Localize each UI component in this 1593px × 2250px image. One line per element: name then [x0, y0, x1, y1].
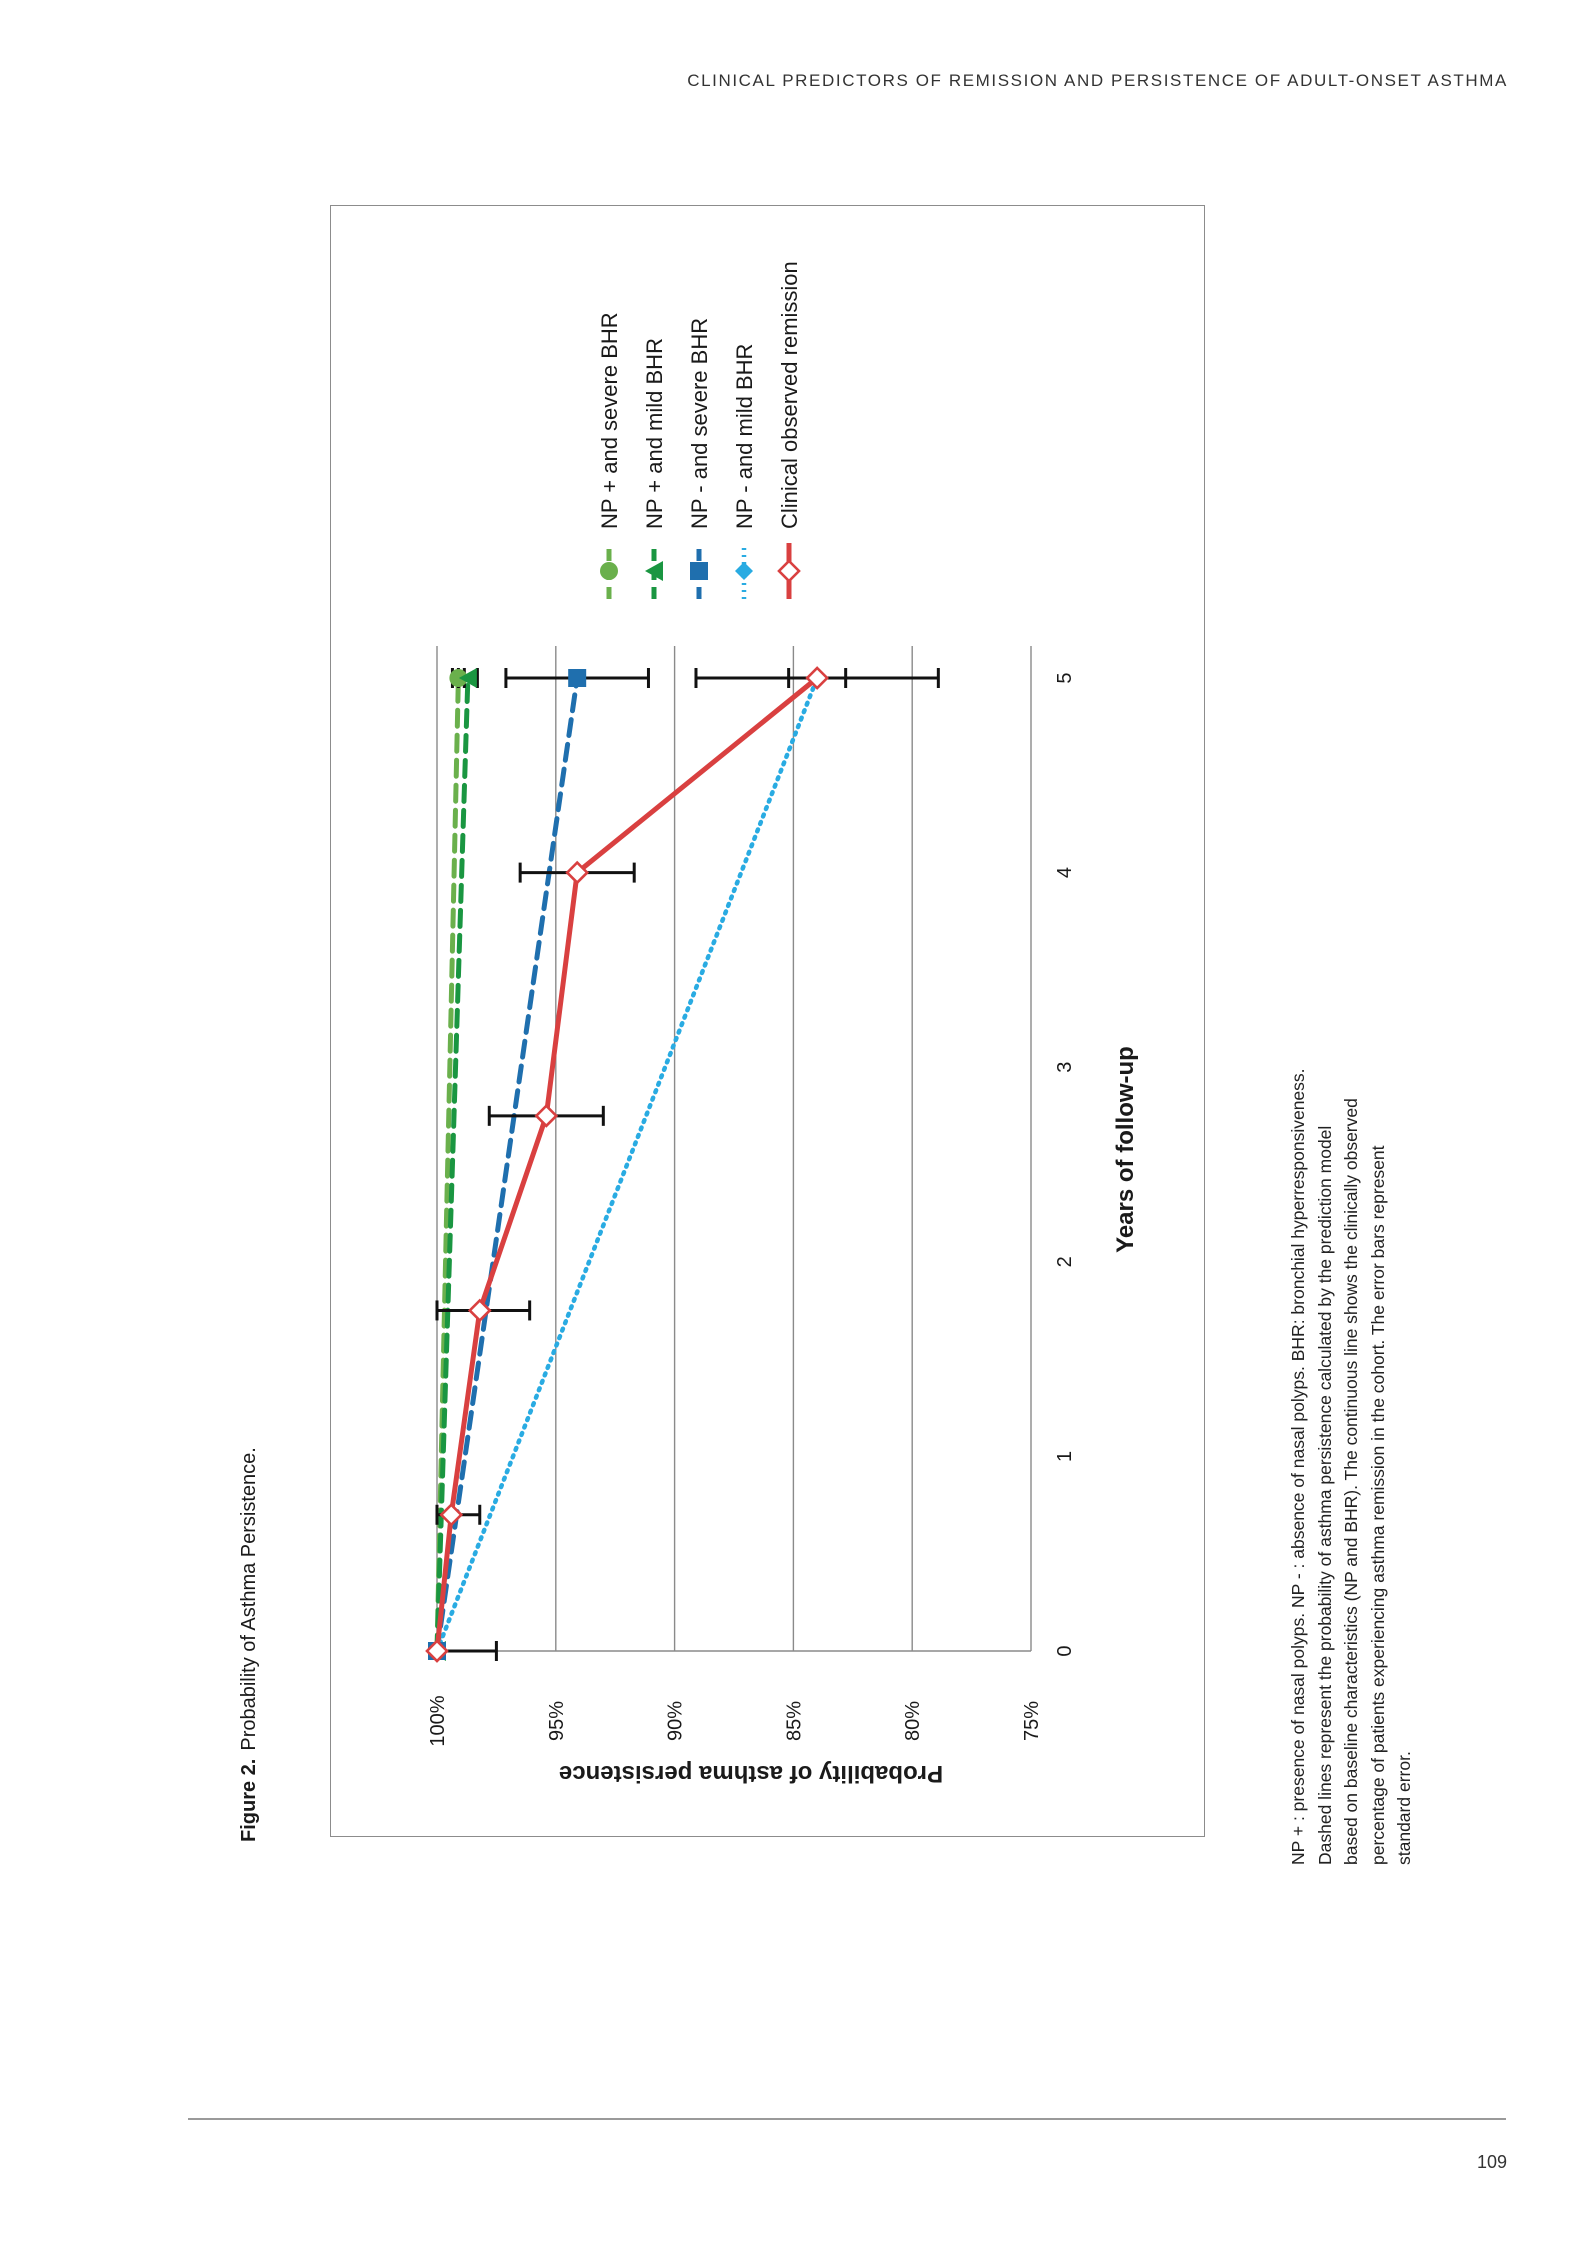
- footnote-line: NP + : presence of nasal polyps. NP - : absence of nasal polyps. BHR: bronchial hyperresponsiveness.: [1288, 1068, 1308, 1865]
- legend: [597, 261, 802, 599]
- y-tick-label: 90%: [664, 1700, 687, 1742]
- legend-marker: [690, 562, 708, 580]
- footnote-line: based on baseline characteristics (NP and BHR). The continuous line shows the clinically observed: [1341, 1098, 1361, 1865]
- series-line: [437, 678, 458, 1651]
- running-header: CLINICAL PREDICTORS OF REMISSION AND PERSISTENCE OF ADULT-ONSET ASTHMA: [687, 71, 1508, 90]
- footnote-line: Dashed lines represent the probability of asthma persistence calculated by the prediction model: [1314, 1125, 1335, 1865]
- legend-label: NP + and severe BHR: [597, 312, 622, 529]
- error-bars: [437, 668, 938, 1661]
- y-tick-label: 75%: [1021, 1700, 1043, 1742]
- page-number: 109: [1476, 2152, 1507, 2172]
- series-line: [437, 678, 817, 1651]
- legend-marker: [779, 561, 799, 581]
- x-tick-label: 5: [1054, 672, 1076, 684]
- x-tick-label: 4: [1054, 867, 1076, 879]
- axis-labels: [427, 672, 1139, 1787]
- footnote-line: percentage of patients experiencing asthma remission in the cohort. The error bars represent: [1367, 1145, 1388, 1865]
- legend-marker: [735, 562, 753, 580]
- x-tick-label: 2: [1054, 1256, 1076, 1268]
- legend-label: NP - and mild BHR: [732, 343, 757, 529]
- x-axis-title: Years of follow-up: [1112, 1046, 1139, 1253]
- legend-label: NP - and severe BHR: [687, 317, 712, 529]
- y-tick-label: 95%: [545, 1700, 568, 1742]
- footer-rule: [188, 2118, 1506, 2120]
- figure-title: Probability of Asthma Persistence.: [238, 1447, 260, 1751]
- y-tick-label: 80%: [902, 1700, 925, 1742]
- y-tick-label: 100%: [427, 1695, 449, 1747]
- figure-label: Figure 2.: [238, 1758, 260, 1842]
- data-point: [568, 669, 586, 687]
- series-group: [437, 678, 817, 1651]
- legend-marker: [600, 562, 618, 580]
- legend-label: Clinical observed remission: [777, 261, 802, 529]
- legend-label: NP + and mild BHR: [642, 338, 667, 529]
- chart-frame: [330, 205, 1205, 1837]
- y-axis-title: Probability of asthma persistence: [558, 1760, 944, 1787]
- chart: [331, 206, 1203, 1836]
- figure-caption: [238, 1447, 261, 1842]
- footnote: [1285, 900, 1418, 1865]
- y-tick-label: 85%: [783, 1700, 806, 1742]
- data-point: [441, 1505, 461, 1525]
- footnote-line: standard error.: [1394, 1751, 1414, 1865]
- axes: [437, 646, 1031, 1651]
- x-tick-label: 3: [1054, 1061, 1076, 1073]
- data-point: [536, 1106, 556, 1126]
- x-tick-label: 1: [1054, 1450, 1076, 1462]
- x-tick-label: 0: [1054, 1645, 1076, 1657]
